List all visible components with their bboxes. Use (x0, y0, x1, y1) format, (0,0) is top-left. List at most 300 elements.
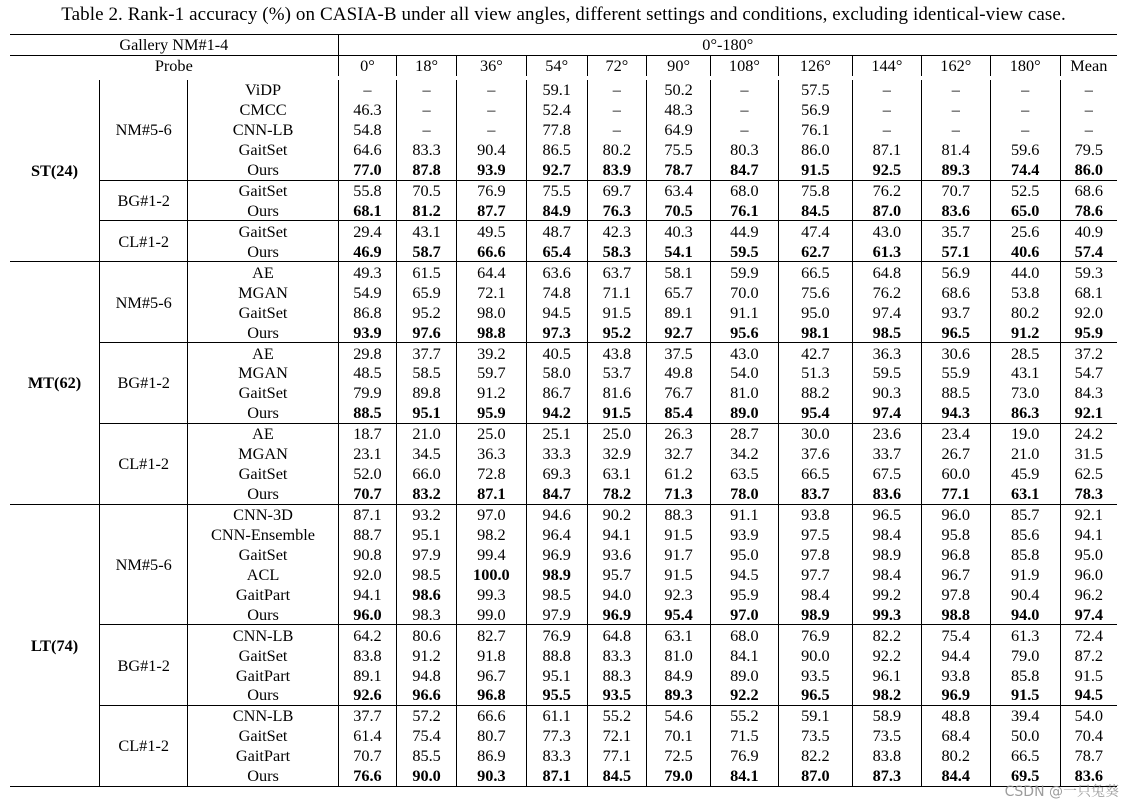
method-name: GaitPart (188, 746, 338, 766)
accuracy-cell: 92.0 (338, 564, 397, 584)
accuracy-cell: 91.5 (647, 564, 711, 584)
accuracy-cell: 90.2 (587, 504, 647, 524)
accuracy-cell: 99.0 (456, 604, 526, 624)
accuracy-cell: 88.3 (587, 665, 647, 685)
accuracy-cell: 80.7 (456, 726, 526, 746)
accuracy-cell: 96.5 (778, 685, 852, 705)
accuracy-cell: 34.2 (710, 444, 778, 464)
accuracy-cell: – (852, 78, 921, 100)
accuracy-cell: 30.6 (921, 343, 990, 363)
accuracy-cell: 56.9 (921, 262, 990, 282)
accuracy-cell: 77.3 (526, 726, 587, 746)
accuracy-cell: 72.5 (647, 746, 711, 766)
table-row (10, 262, 1117, 282)
accuracy-cell: 94.6 (526, 504, 587, 524)
method-name: GaitSet (188, 180, 338, 200)
accuracy-cell: 80.2 (587, 140, 647, 160)
accuracy-cell: 91.2 (456, 383, 526, 403)
accuracy-cell: 95.8 (921, 525, 990, 545)
accuracy-cell: 25.1 (526, 423, 587, 443)
accuracy-cell: 94.1 (1060, 525, 1117, 545)
accuracy-cell: 99.3 (456, 584, 526, 604)
accuracy-cell: 52.4 (526, 100, 587, 120)
angle-header-cell: 162° (921, 55, 990, 77)
accuracy-cell: 95.4 (647, 604, 711, 624)
accuracy-cell: 43.0 (852, 221, 921, 241)
accuracy-cell: 64.9 (647, 120, 711, 140)
accuracy-cell: 23.4 (921, 423, 990, 443)
accuracy-cell: 70.7 (338, 746, 397, 766)
accuracy-cell: 37.6 (778, 444, 852, 464)
accuracy-cell: 95.1 (397, 525, 457, 545)
accuracy-cell: 52.5 (990, 180, 1060, 200)
accuracy-cell: 40.3 (647, 221, 711, 241)
accuracy-cell: – (456, 120, 526, 140)
accuracy-cell: 85.7 (990, 504, 1060, 524)
accuracy-cell: 96.9 (587, 604, 647, 624)
accuracy-cell: 85.6 (990, 525, 1060, 545)
accuracy-cell: 90.8 (338, 544, 397, 564)
accuracy-cell: 97.4 (1060, 604, 1117, 624)
accuracy-cell: 94.0 (587, 584, 647, 604)
accuracy-cell: 63.5 (710, 464, 778, 484)
accuracy-cell: 86.8 (338, 302, 397, 322)
accuracy-cell: 48.8 (921, 705, 990, 725)
accuracy-cell: 50.0 (990, 726, 1060, 746)
accuracy-cell: 64.6 (338, 140, 397, 160)
accuracy-cell: 87.1 (456, 484, 526, 504)
accuracy-cell: 81.0 (647, 645, 711, 665)
angle-header-cell: 180° (990, 55, 1060, 77)
accuracy-cell: 83.7 (778, 484, 852, 504)
accuracy-cell: 54.0 (1060, 705, 1117, 725)
accuracy-cell: 68.0 (710, 180, 778, 200)
accuracy-cell: 64.8 (587, 625, 647, 645)
accuracy-cell: 98.0 (456, 302, 526, 322)
accuracy-cell: 84.5 (778, 201, 852, 221)
accuracy-cell: 96.9 (921, 685, 990, 705)
accuracy-cell: 69.7 (587, 180, 647, 200)
accuracy-cell: 59.3 (1060, 262, 1117, 282)
accuracy-cell: 61.2 (647, 464, 711, 484)
accuracy-cell: 25.0 (587, 423, 647, 443)
accuracy-cell: 24.2 (1060, 423, 1117, 443)
accuracy-cell: 46.9 (338, 241, 397, 261)
accuracy-cell: 94.1 (587, 525, 647, 545)
accuracy-cell: 96.7 (456, 665, 526, 685)
accuracy-cell: 44.0 (990, 262, 1060, 282)
accuracy-cell: 95.9 (1060, 322, 1117, 342)
accuracy-cell: 89.1 (647, 302, 711, 322)
method-name: GaitSet (188, 544, 338, 564)
accuracy-cell: 55.2 (587, 705, 647, 725)
accuracy-cell: – (921, 100, 990, 120)
accuracy-cell: 76.9 (456, 180, 526, 200)
accuracy-cell: 94.1 (338, 584, 397, 604)
accuracy-cell: 94.4 (921, 645, 990, 665)
method-name: ViDP (188, 78, 338, 100)
accuracy-cell: 70.7 (921, 180, 990, 200)
accuracy-cell: 31.5 (1060, 444, 1117, 464)
accuracy-cell: 54.7 (1060, 363, 1117, 383)
table-row (10, 180, 1117, 200)
accuracy-cell: 84.7 (526, 484, 587, 504)
accuracy-cell: 58.0 (526, 363, 587, 383)
accuracy-cell: 75.4 (921, 625, 990, 645)
accuracy-cell: 95.9 (710, 584, 778, 604)
accuracy-cell: 77.8 (526, 120, 587, 140)
accuracy-cell: 82.7 (456, 625, 526, 645)
table-row (10, 78, 1117, 100)
accuracy-cell: 86.9 (456, 746, 526, 766)
accuracy-cell: 100.0 (456, 564, 526, 584)
accuracy-cell: 87.0 (778, 766, 852, 786)
accuracy-cell: 89.1 (338, 665, 397, 685)
method-name: GaitPart (188, 584, 338, 604)
method-name: MGAN (188, 282, 338, 302)
accuracy-cell: 76.9 (778, 625, 852, 645)
accuracy-cell: 95.2 (587, 322, 647, 342)
probe-condition-label: CL#1-2 (99, 423, 187, 504)
accuracy-cell: – (1060, 100, 1117, 120)
accuracy-cell: 97.0 (710, 604, 778, 624)
accuracy-cell: 51.3 (778, 363, 852, 383)
accuracy-cell: 69.3 (526, 464, 587, 484)
accuracy-cell: 98.4 (852, 525, 921, 545)
accuracy-cell: 59.5 (852, 363, 921, 383)
accuracy-cell: 76.2 (852, 180, 921, 200)
accuracy-cell: 66.5 (778, 262, 852, 282)
accuracy-cell: 71.5 (710, 726, 778, 746)
accuracy-cell: 83.9 (587, 160, 647, 180)
accuracy-cell: 96.1 (852, 665, 921, 685)
method-name: CNN-3D (188, 504, 338, 524)
accuracy-cell: 98.9 (778, 604, 852, 624)
accuracy-cell: 84.4 (921, 766, 990, 786)
accuracy-cell: 82.2 (852, 625, 921, 645)
accuracy-cell: 98.2 (456, 525, 526, 545)
accuracy-cell: 61.3 (990, 625, 1060, 645)
accuracy-cell: 93.5 (778, 665, 852, 685)
accuracy-cell: 96.0 (1060, 564, 1117, 584)
accuracy-cell: 83.3 (587, 645, 647, 665)
accuracy-cell: 21.0 (397, 423, 457, 443)
accuracy-cell: 57.5 (778, 78, 852, 100)
accuracy-cell: 96.0 (338, 604, 397, 624)
results-table (10, 34, 1117, 787)
accuracy-cell: 70.5 (397, 180, 457, 200)
accuracy-cell: – (990, 120, 1060, 140)
accuracy-cell: 89.3 (921, 160, 990, 180)
accuracy-cell: 94.5 (1060, 685, 1117, 705)
accuracy-cell: 94.3 (921, 403, 990, 423)
accuracy-cell: 87.7 (456, 201, 526, 221)
accuracy-cell: – (456, 78, 526, 100)
accuracy-cell: 91.5 (778, 160, 852, 180)
probe-condition-label: NM#5-6 (99, 504, 187, 625)
accuracy-cell: 66.6 (456, 705, 526, 725)
accuracy-cell: 85.4 (647, 403, 711, 423)
accuracy-cell: 96.4 (526, 525, 587, 545)
accuracy-cell: 97.9 (526, 604, 587, 624)
method-name: AE (188, 423, 338, 443)
accuracy-cell: 57.1 (921, 241, 990, 261)
accuracy-cell: 83.6 (1060, 766, 1117, 786)
accuracy-cell: 68.0 (710, 625, 778, 645)
accuracy-cell: 57.4 (1060, 241, 1117, 261)
angle-header-cell: 36° (456, 55, 526, 77)
method-name: CMCC (188, 100, 338, 120)
accuracy-cell: 54.8 (338, 120, 397, 140)
accuracy-cell: 63.6 (526, 262, 587, 282)
accuracy-cell: 65.7 (647, 282, 711, 302)
accuracy-cell: 56.9 (778, 100, 852, 120)
table-row (10, 423, 1117, 443)
accuracy-cell: 43.8 (587, 343, 647, 363)
accuracy-cell: 97.8 (778, 544, 852, 564)
accuracy-cell: 28.5 (990, 343, 1060, 363)
accuracy-cell: 55.2 (710, 705, 778, 725)
accuracy-cell: 66.5 (778, 464, 852, 484)
accuracy-cell: 95.0 (778, 302, 852, 322)
probe-label: Probe (154, 56, 193, 76)
accuracy-cell: 68.1 (338, 201, 397, 221)
accuracy-cell: 75.5 (647, 140, 711, 160)
accuracy-cell: 76.9 (710, 746, 778, 766)
accuracy-cell: 96.9 (526, 544, 587, 564)
accuracy-cell: 75.8 (778, 180, 852, 200)
accuracy-cell: 96.0 (921, 504, 990, 524)
accuracy-cell: 85.5 (397, 746, 457, 766)
accuracy-cell: 85.8 (990, 665, 1060, 685)
accuracy-cell: 93.6 (587, 544, 647, 564)
accuracy-cell: 77.1 (587, 746, 647, 766)
accuracy-cell: 35.7 (921, 221, 990, 241)
accuracy-cell: 73.5 (852, 726, 921, 746)
accuracy-cell: – (852, 100, 921, 120)
accuracy-cell: 33.7 (852, 444, 921, 464)
accuracy-cell: 68.6 (1060, 180, 1117, 200)
accuracy-cell: 76.1 (778, 120, 852, 140)
accuracy-cell: 58.1 (647, 262, 711, 282)
accuracy-cell: 91.5 (1060, 665, 1117, 685)
accuracy-cell: 37.7 (338, 705, 397, 725)
accuracy-cell: 78.3 (1060, 484, 1117, 504)
method-name: CNN-LB (188, 705, 338, 725)
accuracy-cell: 95.7 (587, 564, 647, 584)
method-name: GaitSet (188, 302, 338, 322)
accuracy-cell: 94.0 (990, 604, 1060, 624)
setting-label: MT(62) (10, 262, 99, 504)
accuracy-cell: 84.5 (587, 766, 647, 786)
angle-range-label: 0°-180° (338, 35, 1117, 56)
accuracy-cell: 67.5 (852, 464, 921, 484)
accuracy-cell: 99.4 (456, 544, 526, 564)
accuracy-cell: – (710, 100, 778, 120)
accuracy-cell: 34.5 (397, 444, 457, 464)
accuracy-cell: 77.0 (338, 160, 397, 180)
angle-header-cell: 126° (778, 55, 852, 77)
probe-condition-label: BG#1-2 (99, 625, 187, 706)
accuracy-cell: 63.7 (587, 262, 647, 282)
accuracy-cell: 37.7 (397, 343, 457, 363)
accuracy-cell: 70.4 (1060, 726, 1117, 746)
table-row (10, 343, 1117, 363)
accuracy-cell: 96.5 (921, 322, 990, 342)
accuracy-cell: 94.2 (526, 403, 587, 423)
accuracy-cell: 72.4 (1060, 625, 1117, 645)
accuracy-cell: – (1060, 120, 1117, 140)
accuracy-cell: 84.1 (710, 645, 778, 665)
accuracy-cell: – (1060, 78, 1117, 100)
accuracy-cell: 95.2 (397, 302, 457, 322)
accuracy-cell: 36.3 (852, 343, 921, 363)
accuracy-cell: 87.0 (852, 201, 921, 221)
accuracy-cell: 90.0 (778, 645, 852, 665)
accuracy-cell: 59.5 (710, 241, 778, 261)
accuracy-cell: 78.7 (647, 160, 711, 180)
accuracy-cell: 33.3 (526, 444, 587, 464)
accuracy-cell: 80.2 (990, 302, 1060, 322)
method-name: MGAN (188, 444, 338, 464)
accuracy-cell: 77.1 (921, 484, 990, 504)
method-name: GaitSet (188, 726, 338, 746)
accuracy-cell: 72.8 (456, 464, 526, 484)
accuracy-cell: 97.9 (397, 544, 457, 564)
accuracy-cell: 70.7 (338, 484, 397, 504)
accuracy-cell: 98.4 (852, 564, 921, 584)
accuracy-cell: 66.6 (456, 241, 526, 261)
accuracy-cell: 93.2 (397, 504, 457, 524)
accuracy-cell: – (921, 120, 990, 140)
accuracy-cell: 25.0 (456, 423, 526, 443)
accuracy-cell: 92.1 (1060, 504, 1117, 524)
accuracy-cell: 52.0 (338, 464, 397, 484)
table-caption: Table 2. Rank-1 accuracy (%) on CASIA-B under all view angles, different settings and conditions, excluding identical-view case. (61, 4, 1066, 25)
method-name: GaitSet (188, 221, 338, 241)
method-name: Ours (188, 241, 338, 261)
probe-condition-label: CL#1-2 (99, 705, 187, 786)
accuracy-cell: 46.3 (338, 100, 397, 120)
accuracy-cell: 76.2 (852, 282, 921, 302)
accuracy-cell: 90.3 (456, 766, 526, 786)
accuracy-cell: 98.5 (526, 584, 587, 604)
accuracy-cell: 95.1 (397, 403, 457, 423)
accuracy-cell: 97.0 (456, 504, 526, 524)
accuracy-cell: 57.2 (397, 705, 457, 725)
accuracy-cell: 96.6 (397, 685, 457, 705)
accuracy-cell: 23.6 (852, 423, 921, 443)
accuracy-cell: 92.6 (338, 685, 397, 705)
accuracy-cell: 50.2 (647, 78, 711, 100)
accuracy-cell: 84.9 (526, 201, 587, 221)
accuracy-cell: 78.2 (587, 484, 647, 504)
accuracy-cell: 74.8 (526, 282, 587, 302)
accuracy-cell: 91.5 (990, 685, 1060, 705)
probe-condition-label: NM#5-6 (99, 78, 187, 180)
accuracy-cell: 81.0 (710, 383, 778, 403)
accuracy-cell: 87.1 (852, 140, 921, 160)
accuracy-cell: 80.3 (710, 140, 778, 160)
accuracy-cell: 92.7 (647, 322, 711, 342)
accuracy-cell: 61.1 (526, 705, 587, 725)
method-name: Ours (188, 322, 338, 342)
accuracy-cell: – (710, 120, 778, 140)
accuracy-cell: 81.6 (587, 383, 647, 403)
accuracy-cell: 83.3 (397, 140, 457, 160)
table-body (10, 78, 1117, 786)
accuracy-cell: 69.5 (990, 766, 1060, 786)
accuracy-cell: 59.1 (526, 78, 587, 100)
method-name: CNN-Ensemble (188, 525, 338, 545)
accuracy-cell: 62.5 (1060, 464, 1117, 484)
accuracy-cell: 19.0 (990, 423, 1060, 443)
angle-header-cell: 108° (710, 55, 778, 77)
accuracy-cell: 98.6 (397, 584, 457, 604)
accuracy-cell: 94.5 (710, 564, 778, 584)
accuracy-cell: 95.6 (710, 322, 778, 342)
accuracy-cell: 88.5 (921, 383, 990, 403)
accuracy-cell: 21.0 (990, 444, 1060, 464)
accuracy-cell: 87.1 (338, 504, 397, 524)
accuracy-cell: 47.4 (778, 221, 852, 241)
accuracy-cell: 48.5 (338, 363, 397, 383)
angle-header-cell: Mean (1060, 55, 1117, 77)
method-name: CNN-LB (188, 625, 338, 645)
accuracy-cell: – (990, 78, 1060, 100)
accuracy-cell: 86.5 (526, 140, 587, 160)
accuracy-cell: 97.3 (526, 322, 587, 342)
accuracy-cell: 71.1 (587, 282, 647, 302)
accuracy-cell: 97.6 (397, 322, 457, 342)
accuracy-cell: 58.5 (397, 363, 457, 383)
table-row (10, 221, 1117, 241)
accuracy-cell: 32.7 (647, 444, 711, 464)
accuracy-cell: 64.4 (456, 262, 526, 282)
accuracy-cell: 42.7 (778, 343, 852, 363)
angle-header-cell: 18° (397, 55, 457, 77)
accuracy-cell: 76.9 (526, 625, 587, 645)
accuracy-cell: 88.2 (778, 383, 852, 403)
accuracy-cell: 81.4 (921, 140, 990, 160)
accuracy-cell: 79.0 (990, 645, 1060, 665)
accuracy-cell: 91.8 (456, 645, 526, 665)
accuracy-cell: 91.9 (990, 564, 1060, 584)
accuracy-cell: 75.4 (397, 726, 457, 746)
accuracy-cell: 95.4 (778, 403, 852, 423)
accuracy-cell: 93.5 (587, 685, 647, 705)
accuracy-cell: 76.7 (647, 383, 711, 403)
accuracy-cell: 98.1 (778, 322, 852, 342)
setting-label: ST(24) (10, 78, 99, 262)
accuracy-cell: 93.7 (921, 302, 990, 322)
accuracy-cell: 91.1 (710, 504, 778, 524)
accuracy-cell: 60.0 (921, 464, 990, 484)
accuracy-cell: – (338, 78, 397, 100)
probe-condition-label: CL#1-2 (99, 221, 187, 262)
accuracy-cell: 65.4 (526, 241, 587, 261)
accuracy-cell: 61.5 (397, 262, 457, 282)
accuracy-cell: 64.8 (852, 262, 921, 282)
accuracy-cell: 88.3 (647, 504, 711, 524)
accuracy-cell: 97.5 (778, 525, 852, 545)
accuracy-cell: 98.5 (852, 322, 921, 342)
accuracy-cell: 54.6 (647, 705, 711, 725)
accuracy-cell: – (710, 78, 778, 100)
accuracy-cell: 90.4 (990, 584, 1060, 604)
accuracy-cell: 90.3 (852, 383, 921, 403)
accuracy-cell: 91.5 (587, 403, 647, 423)
